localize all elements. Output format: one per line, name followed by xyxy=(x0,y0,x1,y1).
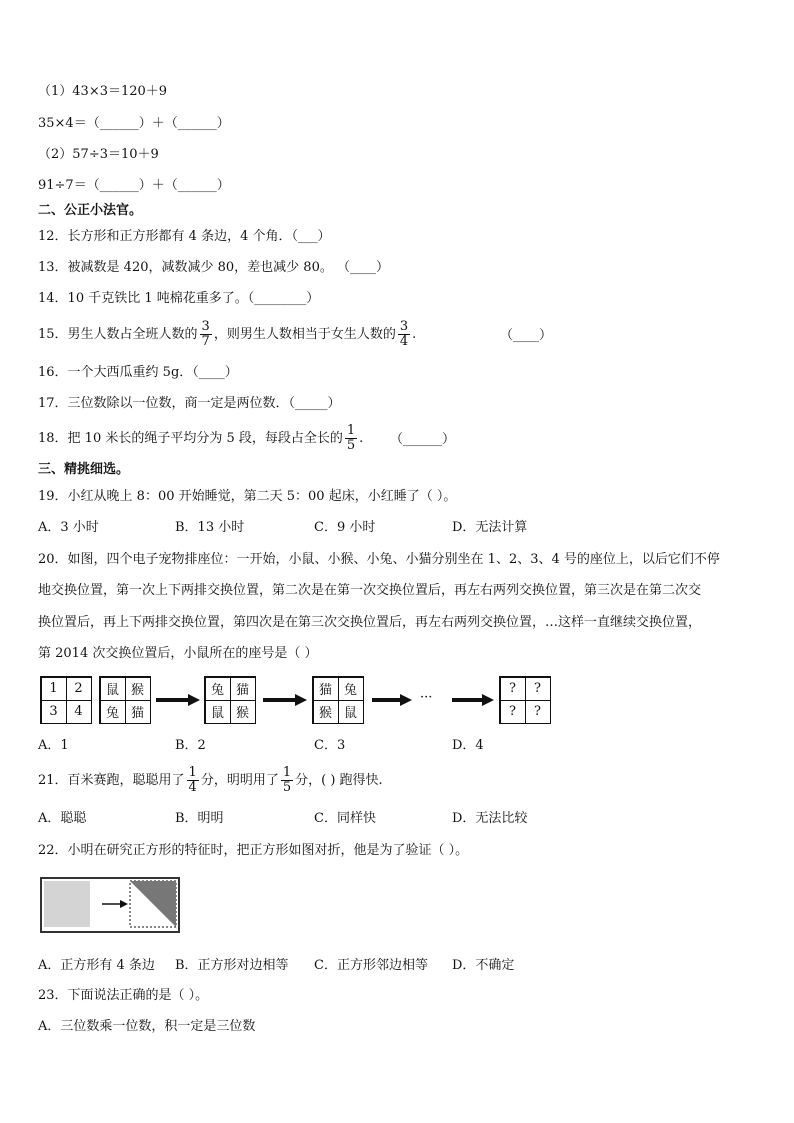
seat-cell: 猴 xyxy=(230,700,256,724)
seat-grid-swap-1 xyxy=(204,676,256,724)
fraction-1-5 xyxy=(281,766,293,795)
q19-option-c[interactable]: C．9 小时 xyxy=(314,520,376,535)
question-14: 14．10 千克铁比 1 吨棉花重多了。（________） xyxy=(38,291,320,306)
denominator: 7 xyxy=(201,334,210,349)
seat-cell: 猴 xyxy=(125,677,151,701)
q21-option-c[interactable]: C．同样快 xyxy=(314,811,376,826)
q15-answer-blank[interactable]: （____） xyxy=(500,328,553,343)
seat-cell: ? xyxy=(500,700,526,724)
q19-option-a[interactable]: A．3 小时 xyxy=(38,520,99,535)
question-23: 23．下面说法正确的是（ ）。 xyxy=(38,988,209,1003)
q22-option-a[interactable]: A．正方形有 4 条边 xyxy=(38,958,155,973)
denominator: 4 xyxy=(188,780,197,795)
fraction-3-4 xyxy=(398,320,410,349)
question-22: 22．小明在研究正方形的特征时，把正方形如图对折，他是为了验证（ ）。 xyxy=(38,843,469,858)
seat-cell: 兔 xyxy=(205,677,231,701)
seat-cell: 猴 xyxy=(313,700,339,724)
seat-cell: 猫 xyxy=(313,677,339,701)
numerator: 3 xyxy=(399,319,409,334)
question-16: 16．一个大西瓜重约 5g．（____） xyxy=(38,365,238,380)
q21-option-b[interactable]: B．明明 xyxy=(175,811,224,826)
q21-text-c: 分，( ) 跑得快. xyxy=(295,773,383,788)
q11-example-2: （2）57÷3＝10＋9 xyxy=(38,147,159,162)
question-15 xyxy=(38,320,416,349)
question-13: 13．被减数是 420，减数减少 80，差也减少 80。 （____） xyxy=(38,260,389,275)
numerator: 1 xyxy=(282,765,292,780)
q21-text-a: 21．百米赛跑，聪聪用了 xyxy=(38,773,185,788)
question-21 xyxy=(38,766,383,795)
fraction-1-4 xyxy=(187,766,199,795)
q18-text-c: . xyxy=(359,431,364,446)
seat-grid-unknown xyxy=(499,676,551,724)
question-20-line-4: 第 2014 次交换位置后，小鼠所在的座号是（ ） xyxy=(38,646,318,661)
q21-text-b: 分，明明用了 xyxy=(200,773,279,788)
numerator: 1 xyxy=(188,765,197,780)
q18-answer-blank[interactable]: （______） xyxy=(390,432,456,447)
seat-cell: 2 xyxy=(66,677,92,701)
seat-cell: ? xyxy=(525,677,551,701)
arrow-right-icon xyxy=(452,692,494,708)
seat-grid-initial xyxy=(40,676,92,724)
seat-cell: ? xyxy=(525,700,551,724)
q22-option-d[interactable]: D．不确定 xyxy=(452,958,515,973)
seat-cell: 鼠 xyxy=(338,700,364,724)
seat-cell: 鼠 xyxy=(205,700,231,724)
seat-cell: 3 xyxy=(41,700,67,724)
section-2-title: 二、公正小法官。 xyxy=(38,203,143,218)
numerator: 1 xyxy=(346,423,356,438)
q22-option-c[interactable]: C．正方形邻边相等 xyxy=(314,958,428,973)
seat-grid-swap-2 xyxy=(312,676,364,724)
arrow-right-icon xyxy=(156,692,200,708)
question-19: 19．小红从晚上 8：00 开始睡觉，第二天 5：00 起床，小红睡了（ ）。 xyxy=(38,489,457,504)
denominator: 5 xyxy=(282,780,292,795)
q15-text-a: 15．男生人数占全班人数的 xyxy=(38,327,198,342)
question-12: 12．长方形和正方形都有 4 条边，4 个角．（___） xyxy=(38,229,331,244)
ellipsis: ··· xyxy=(420,690,433,705)
seat-cell: 猫 xyxy=(230,677,256,701)
q21-option-d[interactable]: D．无法比较 xyxy=(452,811,528,826)
arrow-right-icon xyxy=(263,692,307,708)
numerator: 3 xyxy=(201,319,210,334)
seat-cell: 兔 xyxy=(338,677,364,701)
q11-example-1: （1）43×3＝120＋9 xyxy=(38,84,168,99)
q18-text-a: 18．把 10 米长的绳子平均分为 5 段，每段占全长的 xyxy=(38,431,343,446)
q20-option-b[interactable]: B．2 xyxy=(175,738,206,753)
folding-square-figure xyxy=(40,877,180,933)
seat-cell: 鼠 xyxy=(100,677,126,701)
denominator: 5 xyxy=(346,438,356,453)
q11-task-1: 35×4＝（______）＋（______） xyxy=(38,116,230,131)
q19-option-d[interactable]: D．无法计算 xyxy=(452,520,528,535)
denominator: 4 xyxy=(399,334,409,349)
question-20-line-3: 换位置后，再上下两排交换位置，第四次是在第三次交换位置后，再左右两列交换位置，…这样一直继续交换位置， xyxy=(38,615,702,630)
question-20-line-1: 20．如图，四个电子宠物排座位：一开始，小鼠、小猴、小兔、小猫分别坐在 1、2、3、4 号的座位上，以后它们不停 xyxy=(38,552,720,567)
q22-option-b[interactable]: B．正方形对边相等 xyxy=(175,958,289,973)
arrow-right-icon xyxy=(372,692,412,708)
q21-option-a[interactable]: A．聪聪 xyxy=(38,811,87,826)
q20-option-a[interactable]: A．1 xyxy=(38,738,69,753)
fraction-3-7 xyxy=(200,320,212,349)
seat-grid-start xyxy=(99,676,151,724)
seat-cell: 兔 xyxy=(100,700,126,724)
question-18 xyxy=(38,424,363,453)
seat-cell: ? xyxy=(500,677,526,701)
q11-task-2: 91÷7＝（______）＋（______） xyxy=(38,178,230,193)
section-3-title: 三、精挑细选。 xyxy=(38,462,130,477)
q20-option-d[interactable]: D．4 xyxy=(452,738,484,753)
q19-option-b[interactable]: B．13 小时 xyxy=(175,520,245,535)
q20-option-c[interactable]: C．3 xyxy=(314,738,346,753)
q15-text-c: . xyxy=(412,327,417,342)
fraction-1-5 xyxy=(345,424,357,453)
seat-cell: 1 xyxy=(41,677,67,701)
fold-diagram-icon xyxy=(42,879,178,931)
seat-cell: 猫 xyxy=(125,700,151,724)
q15-text-b: ，则男生人数相当于女生人数的 xyxy=(213,327,396,342)
question-17: 17．三位数除以一位数，商一定是两位数．（_____） xyxy=(38,396,341,411)
q23-option-a[interactable]: A．三位数乘一位数，积一定是三位数 xyxy=(38,1019,256,1034)
question-20-line-2: 地交换位置，第一次上下两排交换位置，第二次是在第一次交换位置后，再左右两列交换位置，第三次是在第二次交 xyxy=(38,583,702,598)
seat-cell: 4 xyxy=(66,700,92,724)
